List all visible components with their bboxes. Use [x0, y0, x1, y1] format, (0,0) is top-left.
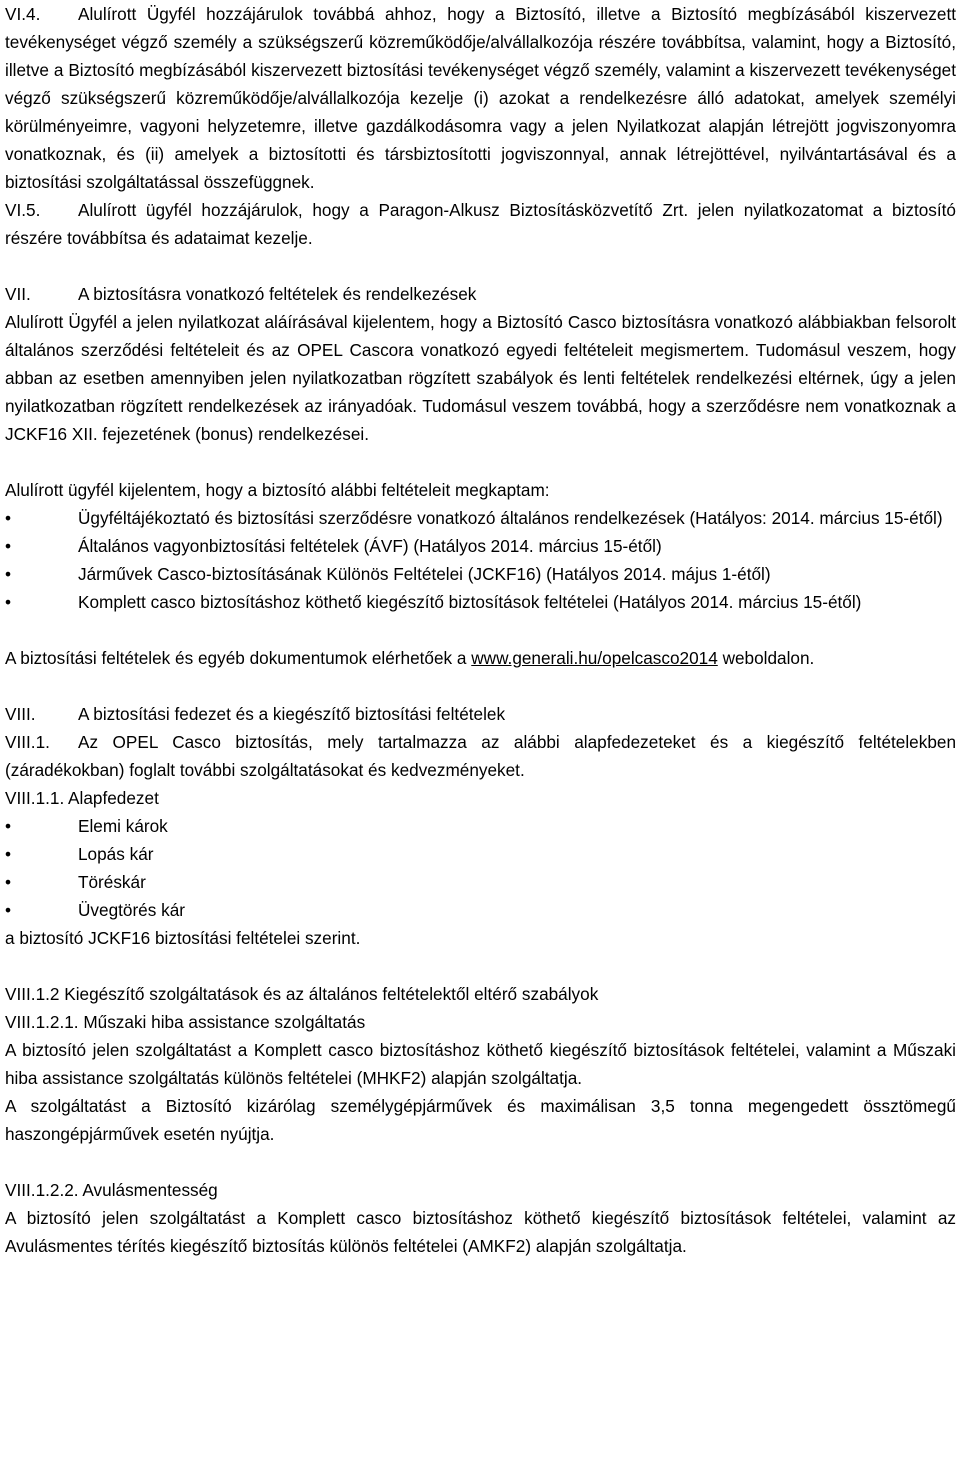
- spacer: [5, 252, 956, 280]
- section-number: VI.4.: [5, 4, 41, 24]
- subsection-title: VIII.1.1. Alapfedezet: [5, 788, 159, 808]
- bullet-icon: •: [5, 844, 12, 864]
- document-page: [5, 0, 956, 1260]
- paragraph-viii-1: [5, 728, 956, 784]
- spacer: [5, 952, 956, 980]
- documents-text-after: weboldalon.: [722, 648, 815, 668]
- bullet-icon: •: [5, 816, 12, 836]
- paragraph-text: Alulírott Ügyfél hozzájárulok továbbá ahhoz, hogy a Biztosító, illetve a Biztosító megbízásából kiszervezett tevékenységet végző személy a szükségszerű közreműködője/alvállalkozója részére továbbítsa, valamint, hogy a Biztosító, illetve a Biztosító megbízásából kiszervezett biztosítási tevékenységet végző személy, valamint a kiszervezett tevékenységet végző szükségszerű közreműködője/alvállalkozója kezelje (i) azokat a rendelkezésre álló adatokat, amelyek személyi körülményeimre, vagyoni helyzetemre, illetve gazdálkodásomra vagy a jelen Nyilatkozat alapján létrejött jogviszonyomra vonatkoznak, és (ii) amelyek a biztosítotti és társbiztosítotti jogviszonnyal, annak létrejöttével, nyilvántartásával és a biztosítási szolgáltatással összefüggnek.: [5, 4, 956, 192]
- paragraph-text: Alulírott ügyfél hozzájárulok, hogy a Paragon-Alkusz Biztosításközvetítő Zrt. jelen nyilatkozatomat a biztosító részére továbbítsa és adataimat kezelje.: [5, 200, 956, 248]
- documents-text: A biztosítási feltételek és egyéb dokumentumok elérhetőek a: [5, 648, 467, 668]
- list-item-text: Üvegtörés kár: [78, 900, 185, 920]
- list-item-text: Ügyféltájékoztató és biztosítási szerződésre vonatkozó általános rendelkezések (Hatályos: 2014. március 15-étől): [78, 508, 943, 528]
- list-item: [5, 588, 956, 616]
- list-item: [5, 840, 956, 868]
- list-item-text: Lopás kár: [78, 844, 154, 864]
- bullet-icon: •: [5, 564, 12, 584]
- received-intro: Alulírott ügyfél kijelentem, hogy a biztosító alábbi feltételeit megkaptam:: [5, 480, 550, 500]
- documents-paragraph: [5, 644, 956, 672]
- bullet-icon: •: [5, 872, 12, 892]
- bullet-icon: •: [5, 900, 12, 920]
- paragraph-text: A biztosító jelen szolgáltatást a Komplett casco biztosításhoz köthető kiegészítő biztosítások feltételei, valamint a Műszaki hiba assistance szolgáltatás különös feltételei (MHKF2) alapján szolgáltatja.: [5, 1040, 956, 1088]
- list-item: [5, 532, 956, 560]
- list-item-text: Általános vagyonbiztosítási feltételek (ÁVF) (Hatályos 2014. március 15-étől): [78, 536, 662, 556]
- list-item: [5, 812, 956, 840]
- section-title: A biztosításra vonatkozó feltételek és rendelkezések: [78, 284, 477, 304]
- section-number: VIII.: [5, 704, 36, 724]
- list-item-text: Töréskár: [78, 872, 146, 892]
- list-item-text: Komplett casco biztosításhoz köthető kiegészítő biztosítások feltételei (Hatályos 2014. március 15-étől): [78, 592, 862, 612]
- paragraph-vi-5: [5, 196, 956, 252]
- section-number: VIII.1.: [5, 732, 50, 752]
- paragraph-vi-4: [5, 0, 956, 196]
- list-item-text: Járművek Casco-biztosításának Különös Feltételei (JCKF16) (Hatályos 2014. május 1-étől): [78, 564, 771, 584]
- generali-link[interactable]: www.generali.hu/opelcasco2014: [471, 648, 718, 668]
- paragraph-text: Az OPEL Casco biztosítás, mely tartalmazza az alábbi alapfedezeteket és a kiegészítő feltételekben (záradékokban) foglalt további szolgáltatásokat és kedvezményeket.: [5, 732, 956, 780]
- spacer: [5, 616, 956, 644]
- section-title: A biztosítási fedezet és a kiegészítő biztosítási feltételek: [78, 704, 506, 724]
- list-item: [5, 868, 956, 896]
- spacer: [5, 448, 956, 476]
- list-item: [5, 504, 956, 532]
- spacer: [5, 672, 956, 700]
- paragraph-text: A szolgáltatást a Biztosító kizárólag személygépjárművek és maximálisan 3,5 tonna megengedett össztömegű haszongépjárművek esetén nyújtja.: [5, 1096, 956, 1144]
- bullet-icon: •: [5, 508, 12, 528]
- bullet-icon: •: [5, 592, 12, 612]
- section-number: VI.5.: [5, 200, 41, 220]
- bullet-icon: •: [5, 536, 12, 556]
- subsection-title: VIII.1.2 Kiegészítő szolgáltatások és az általános feltételektől eltérő szabályok: [5, 984, 599, 1004]
- section-vii-body: Alulírott Ügyfél a jelen nyilatkozat aláírásával kijelentem, hogy a Biztosító Casco biztosításra vonatkozó alábbiakban felsorolt általános szerződési feltételeit és az OPEL Cascora vonatkozó egyedi feltételeit megismertem. Tudomásul veszem, hogy abban az esetben amennyiben jelen nyilatkozatban rögzített szabályok és lenti feltételek rendelkezési eltérnek, úgy a jelen nyilatkozatban rögzített rendelkezések az irányadóak. Tudomásul veszem továbbá, hogy a szerződésre nem vonatkoznak a JCKF16 XII. fejezetének (bonus) rendelkezései.: [5, 312, 956, 444]
- section-number: VII.: [5, 284, 31, 304]
- list-item: [5, 560, 956, 588]
- spacer: [5, 1148, 956, 1176]
- section-heading-viii: [5, 700, 956, 728]
- list-item: [5, 896, 956, 924]
- basic-coverage-list: [5, 812, 956, 924]
- subsection-title: VIII.1.2.2. Avulásmentesség: [5, 1180, 218, 1200]
- list-item-text: Elemi károk: [78, 816, 168, 836]
- received-list: [5, 504, 956, 616]
- section-heading-vii: [5, 280, 956, 308]
- paragraph-text: A biztosító jelen szolgáltatást a Komplett casco biztosításhoz köthető kiegészítő biztosítások feltételei, valamint az Avulásmentes térítés kiegészítő biztosítás különös feltételei (AMKF2) alapján szolgáltatja.: [5, 1208, 956, 1256]
- subsection-title: VIII.1.2.1. Műszaki hiba assistance szolgáltatás: [5, 1012, 366, 1032]
- basic-coverage-note: a biztosító JCKF16 biztosítási feltételei szerint.: [5, 928, 361, 948]
